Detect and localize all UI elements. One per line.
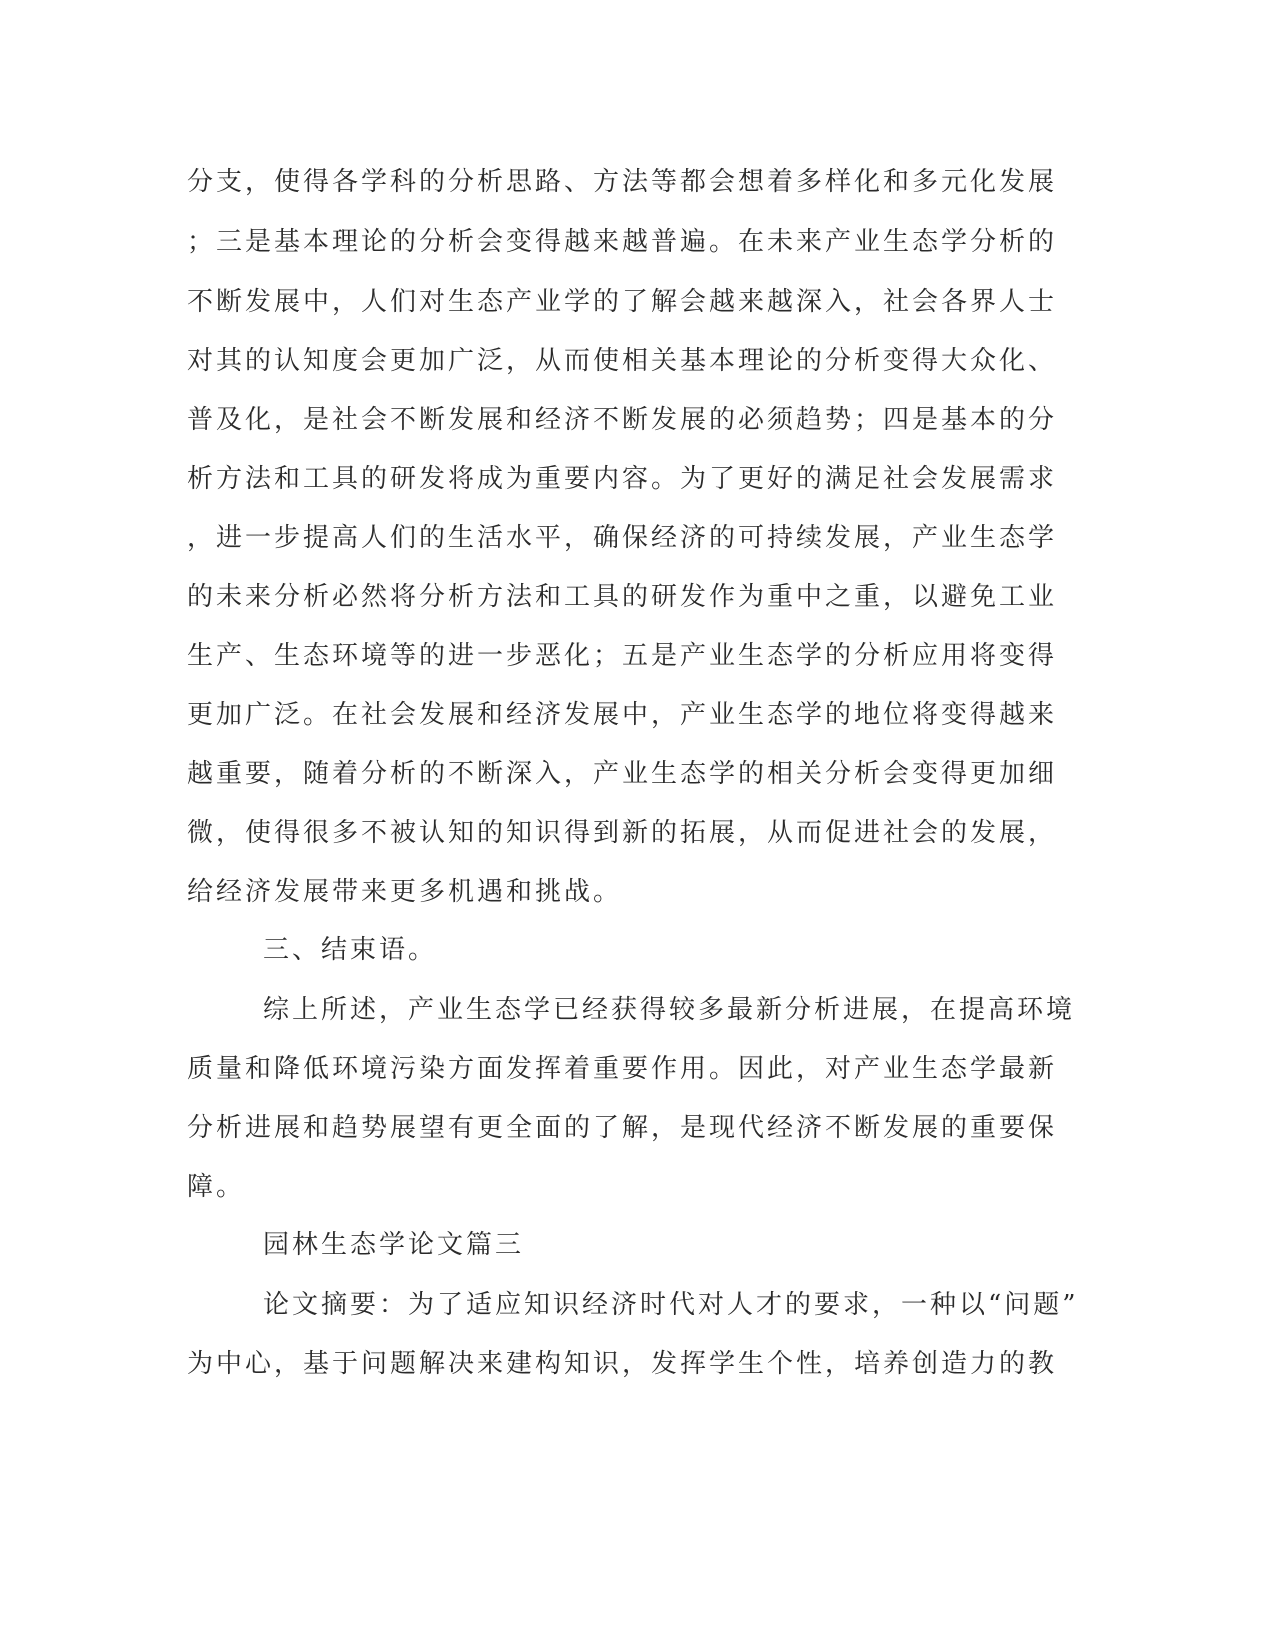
paragraph-line-17: 分析进展和趋势展望有更全面的了解，是现代经济不断发展的重要保 [187, 1113, 1058, 1143]
paragraph-line-16: 质量和降低环境污染方面发挥着重要作用。因此，对产业生态学最新 [187, 1054, 1058, 1084]
paragraph-line-13: 给经济发展带来更多机遇和挑战。 [187, 877, 623, 907]
paragraph-line-21: 为中心，基于问题解决来建构知识，发挥学生个性，培养创造力的教 [187, 1349, 1058, 1379]
article-title: 园林生态学论文篇三 [263, 1230, 525, 1260]
paragraph-line-12: 微，使得很多不被认知的知识得到新的拓展，从而促进社会的发展， [187, 818, 1058, 848]
paragraph-line-20: 论文摘要：为了适应知识经济时代对人才的要求，一种以“问题” [263, 1290, 1079, 1320]
paragraph-line-5: 普及化，是社会不断发展和经济不断发展的必须趋势；四是基本的分 [187, 405, 1058, 435]
paragraph-line-1: 分支，使得各学科的分析思路、方法等都会想着多样化和多元化发展 [187, 167, 1058, 197]
paragraph-line-8: 的未来分析必然将分析方法和工具的研发作为重中之重，以避免工业 [187, 582, 1058, 612]
paragraph-line-6: 析方法和工具的研发将成为重要内容。为了更好的满足社会发展需求 [187, 464, 1058, 494]
paragraph-line-10: 更加广泛。在社会发展和经济发展中，产业生态学的地位将变得越来 [187, 700, 1058, 730]
section-heading-conclusion: 三、结束语。 [263, 935, 438, 965]
paragraph-line-9: 生产、生态环境等的进一步恶化；五是产业生态学的分析应用将变得 [187, 641, 1058, 671]
paragraph-line-7: ，进一步提高人们的生活水平，确保经济的可持续发展，产业生态学 [187, 523, 1058, 553]
paragraph-line-2: ；三是基本理论的分析会变得越来越普遍。在未来产业生态学分析的 [187, 227, 1058, 257]
paragraph-line-4: 对其的认知度会更加广泛，从而使相关基本理论的分析变得大众化、 [187, 346, 1058, 376]
paragraph-line-15: 综上所述，产业生态学已经获得较多最新分析进展，在提高环境 [263, 995, 1076, 1025]
paragraph-line-18: 障。 [187, 1172, 246, 1202]
paragraph-line-3: 不断发展中，人们对生态产业学的了解会越来越深入，社会各界人士 [187, 287, 1058, 317]
paragraph-line-11: 越重要，随着分析的不断深入，产业生态学的相关分析会变得更加细 [187, 759, 1058, 789]
